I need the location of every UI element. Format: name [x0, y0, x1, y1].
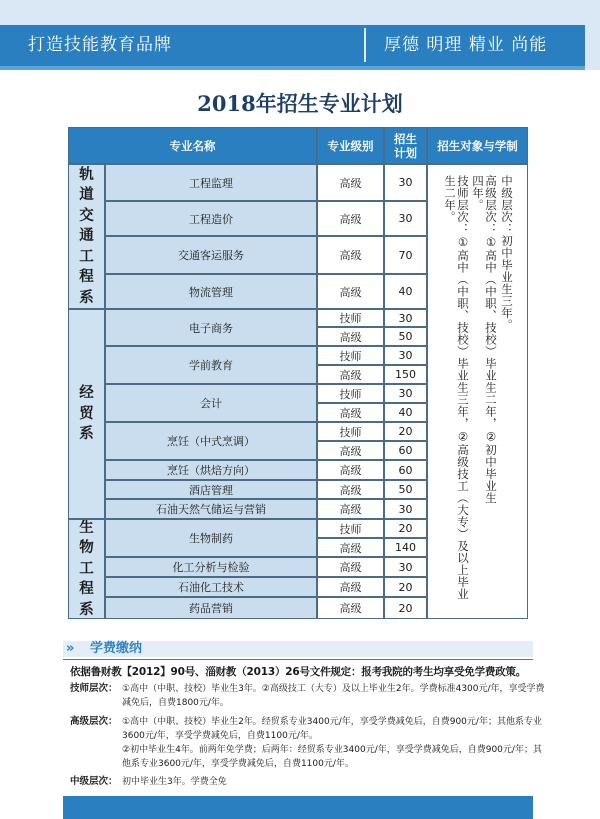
quota-cell: 50 — [384, 327, 427, 346]
quota-cell: 70 — [384, 236, 427, 274]
header-notes: 招生对象与学制 — [427, 127, 528, 164]
enrollment-notes — [427, 164, 528, 619]
quota-cell: 50 — [384, 480, 427, 499]
level-cell: 高级 — [317, 365, 384, 384]
level-cell: 高级 — [317, 441, 384, 460]
dept-bioengineering: 生物工程系 — [68, 519, 105, 619]
fees-divider — [63, 659, 533, 660]
quota-cell: 20 — [384, 577, 427, 597]
level-cell: 高级 — [317, 164, 384, 201]
level-cell: 高级 — [317, 201, 384, 236]
level-cell: 高级 — [317, 538, 384, 557]
senior-fee-label: 高级层次： — [70, 716, 118, 727]
level-cell: 技师 — [317, 384, 384, 403]
program-name: 电子商务 — [105, 309, 317, 346]
tech-fee-line: ①高中（中职、技校）毕业生3年。②高级技工（大专）及以上毕业生2年。学费标准4300元/年，享受学费 — [122, 684, 545, 694]
program-name: 会计 — [105, 384, 317, 422]
fees-title: 学费缴纳 — [90, 641, 143, 656]
enrollment-table — [68, 127, 528, 619]
quota-cell: 20 — [384, 422, 427, 441]
level-cell: 技师 — [317, 422, 384, 441]
header-level: 专业级别 — [317, 127, 384, 164]
program-name: 石油天然气储运与营销 — [105, 499, 317, 519]
header-divider — [364, 28, 366, 62]
header-right-slogan: 厚德 明理 精业 尚能 — [384, 35, 548, 55]
header-left-slogan: 打造技能教育品牌 — [28, 35, 172, 55]
senior-fee-line: 3600元/年，享受学费减免后，自费1100元/年。 — [122, 731, 318, 741]
program-name: 学前教育 — [105, 346, 317, 384]
notes-technician-level: 技师层次：①高中（中职、技校）毕业生三年，②高级技工（大专）及以上毕业生二年。 — [443, 175, 470, 600]
quota-cell: 40 — [384, 274, 427, 309]
level-cell: 高级 — [317, 274, 384, 309]
program-name: 石油化工技术 — [105, 577, 317, 597]
dept-economics-trade: 经贸系 — [68, 309, 105, 519]
tech-fee-line: 减免后，自费1800元/年。 — [122, 698, 229, 708]
quota-cell: 30 — [384, 557, 427, 577]
level-cell: 高级 — [317, 327, 384, 346]
quota-cell: 30 — [384, 309, 427, 327]
level-cell: 高级 — [317, 597, 384, 619]
senior-fee-line: 他系专业3600元/年，享受学费减免后，自费1100元/年。 — [122, 759, 354, 769]
mid-fee-label: 中级层次： — [70, 776, 118, 787]
quota-cell: 140 — [384, 538, 427, 557]
level-cell: 技师 — [317, 346, 384, 365]
level-cell: 技师 — [317, 309, 384, 327]
dept-rail-transit: 轨道交通工程系 — [68, 164, 105, 309]
quota-cell: 30 — [384, 201, 427, 236]
fees-intro: 依据鲁财教【2012】90号、淄财教（2013）26号文件规定：报考我院的考生均享受免学费政策。 — [70, 666, 527, 678]
level-cell: 高级 — [317, 577, 384, 597]
level-cell: 高级 — [317, 236, 384, 274]
program-name: 交通客运服务 — [105, 236, 317, 274]
level-cell: 高级 — [317, 557, 384, 577]
program-name: 化工分析与检验 — [105, 557, 317, 577]
level-cell: 高级 — [317, 480, 384, 499]
quota-cell: 40 — [384, 403, 427, 422]
quota-cell: 30 — [384, 346, 427, 365]
quota-cell: 30 — [384, 499, 427, 519]
program-name: 烹饪（烘焙方向） — [105, 460, 317, 480]
mid-fee-line: 初中毕业生3年。学费全免 — [122, 777, 227, 787]
quota-cell: 20 — [384, 519, 427, 538]
program-name: 酒店管理 — [105, 480, 317, 499]
header-underline — [0, 66, 585, 70]
program-name: 烹饪（中式烹调） — [105, 422, 317, 460]
program-name: 药品营销 — [105, 597, 317, 619]
notes-mid-level: 中级层次：初中毕业生三年。 — [500, 175, 514, 331]
double-chevron-icon: » — [66, 641, 75, 656]
level-cell: 高级 — [317, 499, 384, 519]
header-program: 专业名称 — [68, 127, 317, 164]
quota-cell: 60 — [384, 441, 427, 460]
level-cell: 高级 — [317, 403, 384, 422]
program-name: 工程造价 — [105, 201, 317, 236]
quota-cell: 30 — [384, 164, 427, 201]
page-title: 2018年招生专业计划 — [197, 91, 403, 116]
level-cell: 技师 — [317, 519, 384, 538]
program-name: 工程监理 — [105, 164, 317, 201]
footer-bar — [63, 796, 533, 819]
quota-cell: 60 — [384, 460, 427, 480]
notes-senior-level: 高级层次：①高中（中职、技校）毕业生二年，②初中毕业生四年。 — [471, 175, 498, 504]
program-name: 物流管理 — [105, 274, 317, 309]
quota-cell: 150 — [384, 365, 427, 384]
header-quota: 招生计划 — [384, 127, 427, 164]
quota-cell: 30 — [384, 384, 427, 403]
program-name: 生物制药 — [105, 519, 317, 557]
tech-fee-label: 技师层次： — [70, 683, 118, 694]
level-cell: 高级 — [317, 460, 384, 480]
senior-fee-line: ②初中毕业生4年。前两年免学费；后两年：经贸系专业3400元/年，享受学费减免后，自费900元/年；其 — [122, 745, 542, 755]
senior-fee-line: ①高中（中职、技校）毕业生2年。经贸系专业3400元/年，享受学费减免后，自费900元/年；其他系专业 — [122, 717, 542, 727]
quota-cell: 20 — [384, 597, 427, 619]
